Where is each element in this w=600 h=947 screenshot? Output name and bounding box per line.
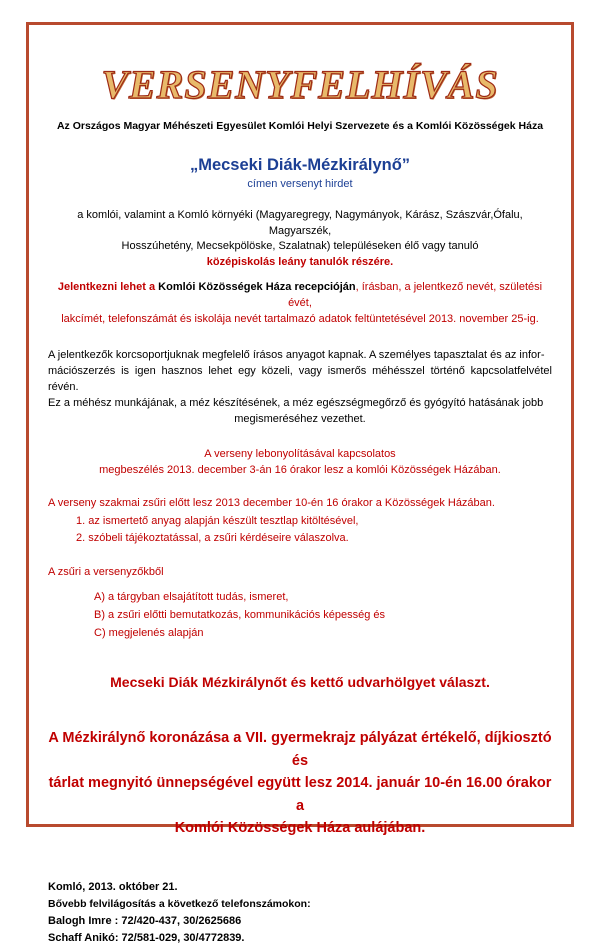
poster-content <box>48 46 552 947</box>
footer-block <box>48 879 552 946</box>
jury-round-line: A verseny szakmai zsűri előtt lesz 2013 december 10-én 16 órakor a Közösségek Házában. <box>48 496 495 509</box>
application-middle: , írásban, a jelentkező nevét, születési évét, <box>288 281 543 310</box>
footer-place-date: Komló, 2013. október 21. <box>48 881 178 894</box>
eligibility-line-2: Hosszúhetény, Mecsekpölöske, Szalatnak) településeken élő vagy tanuló <box>121 240 479 253</box>
meeting-line-2: megbeszélés 2013. december 3-án 16 órakor lesz a komlói Közösségek Házában. <box>99 464 501 477</box>
footer-contact-2: Schaff Anikó: 72/581-029, 30/4772839. <box>48 931 245 944</box>
coronation-line-2: tárlat megnyitó ünnepségével együtt lesz 2014. január 10-én 16.00 órakor a <box>48 775 552 814</box>
jury-criteria-heading: A zsűri a versenyzőkből <box>48 565 164 578</box>
application-block <box>48 280 552 328</box>
footer-contact-1: Balogh Imre : 72/420-437, 30/2625686 <box>48 914 242 927</box>
footer-info-line: Bővebb felvilágosítás a következő telefonszámokon: <box>48 898 311 911</box>
jury-criteria-c: C) megjelenés alapján <box>94 626 204 639</box>
meeting-line-1: A verseny lebonyolításával kapcsolatos <box>204 447 396 460</box>
jury-criteria-a: A) a tárgyban elsajátított tudás, ismeret, <box>94 591 289 604</box>
competition-subtitle: címen versenyt hirdet <box>247 178 353 190</box>
application-details: lakcímét, telefonszámát és iskolája nevét <box>61 313 262 326</box>
info-line-2: mációszerzés is igen hasznos lehet egy közeli, vagy ismerős méhésszel történő kapcsolatfelvétel révén. <box>48 365 552 394</box>
jury-criteria-block <box>48 564 552 642</box>
competition-name: „Mecseki Diák-Mézkirálynő” <box>189 156 411 174</box>
eligibility-line-3: középiskolás leány tanulók részére. <box>206 255 394 268</box>
application-place: Komlói Közösségek Háza recepcióján <box>158 281 356 294</box>
coronation-line-1: A Mézkirálynő koronázása a VII. gyermekrajz pályázat értékelő, díjkiosztó és <box>48 730 552 769</box>
info-line-3: Ez a méhész munkájának, a méz készítésének, a méz egészségmegőrző és gyógyító hatásának jobb <box>48 397 544 410</box>
info-line-4: megismeréséhez vezethet. <box>234 413 366 425</box>
jury-round-block <box>48 495 552 548</box>
organizer-line: Az Országos Magyar Méhészeti Egyesület Komlói Helyi Szervezete és a Komlói Közösségek Háza <box>56 120 544 132</box>
selection-statement: Mecseki Diák Mézkirálynőt és kettő udvarhölgyet választ. <box>110 674 490 691</box>
jury-round-item-1: 1. az ismertető anyag alapján készült tesztlap kitöltésével, <box>76 514 359 527</box>
coronation-line-3: Komlói Közösségek Háza aulájában. <box>174 819 426 836</box>
meeting-block <box>48 446 552 479</box>
info-paragraph <box>48 348 552 428</box>
jury-round-item-2: 2. szóbeli tájékoztatással, a zsűri kérdéseire válaszolva. <box>76 532 349 545</box>
application-line-1 <box>48 280 552 312</box>
info-line-1: A jelentkezők korcsoportjuknak megfelelő írásos anyagot kapnak. A személyes tapasztalat és az infor- <box>48 349 545 362</box>
coronation-block <box>48 727 552 839</box>
page-title: VERSENYFELHÍVÁS <box>101 62 499 107</box>
eligibility-block <box>48 208 552 270</box>
application-deadline: tartalmazó adatok feltüntetésével 2013. november 25-ig. <box>264 313 539 326</box>
eligibility-line-1: a komlói, valamint a Komló környéki (Magyaregregy, Nagymányok, Kárász, Szászvár,Ófalu, Magyarszék, <box>77 209 523 237</box>
application-prefix: Jelentkezni lehet a <box>57 281 156 294</box>
application-line-2 <box>48 312 552 328</box>
jury-criteria-b: B) a zsűri előtti bemutatkozás, kommunikációs képesség és <box>94 608 386 621</box>
